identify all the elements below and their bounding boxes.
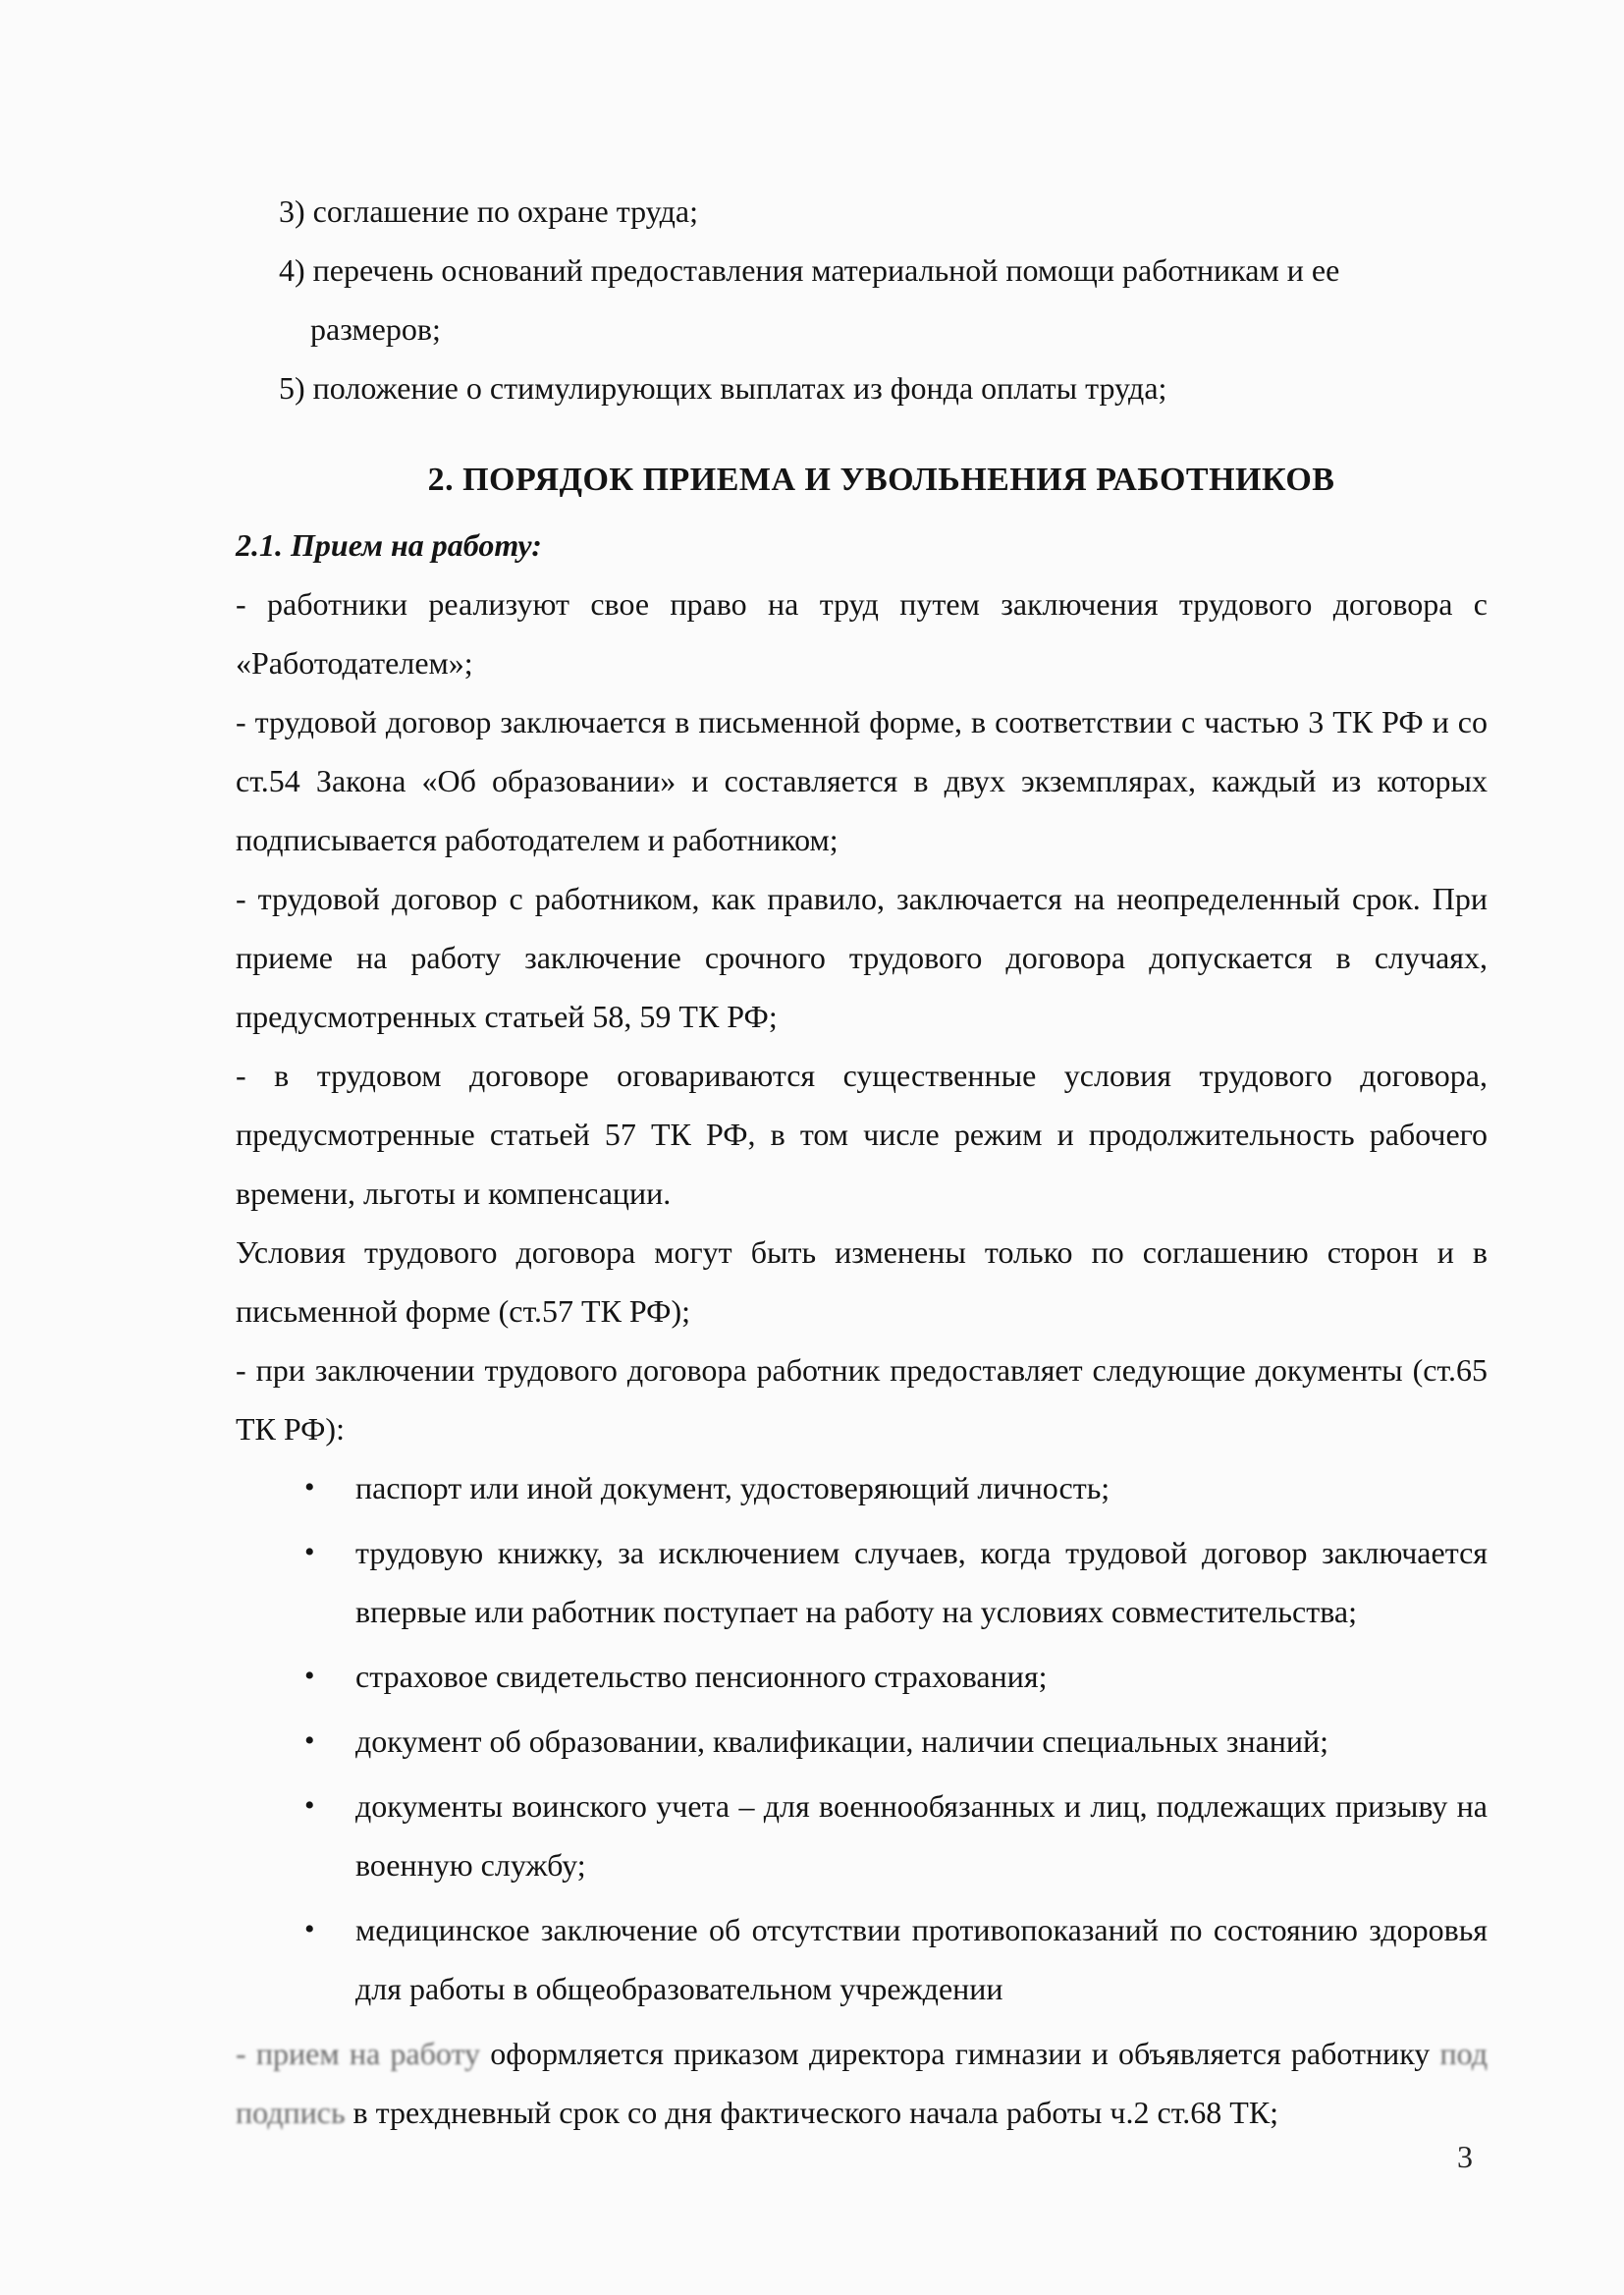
intro-item-text: положение о стимулирующих выплатах из фонда оплаты труда; (312, 370, 1167, 406)
list-item (236, 1458, 1488, 1517)
intro-list (236, 182, 1488, 417)
list-item-text: документ об образовании, квалификации, наличии специальных знаний; (355, 1723, 1329, 1759)
list-item (236, 1523, 1488, 1641)
list-item-text: трудовую книжку, за исключением случаев, когда трудовой договор заключается впервые или работник поступает на работу на условиях совместительства; (355, 1535, 1488, 1629)
paragraph-written-form: - трудовой договор заключается в письменной форме, в соответствии с частью 3 ТК РФ и со ст.54 Закона «Об образовании» и составляется в двух экземплярах, каждый из которых подписывается работодателем и работником; (236, 704, 1488, 857)
intro-item-text: соглашение по охране труда; (312, 193, 698, 229)
intro-item-3 (236, 182, 1488, 241)
intro-item-continuation: размеров; (310, 311, 441, 347)
paragraph-contract-term: - трудовой договор с работником, как правило, заключается на неопределенный срок. При приеме на работу заключение срочного трудового договора допускается в случаях, предусмотренных статьей 58, 59 ТК РФ; (236, 881, 1488, 1034)
list-item-text: документы воинского учета – для военнообязанных и лиц, подлежащих призыву на военную службу; (355, 1788, 1488, 1883)
intro-item-number: 4) (279, 252, 305, 288)
subsection-title: 2.1. Прием на работу: (236, 527, 542, 563)
blurred-text: - прием на работу (236, 2036, 481, 2071)
intro-item-text: перечень оснований предоставления материальной помощи работникам и ее (312, 252, 1340, 288)
bullet-icon: • (304, 1789, 315, 1822)
section-title: 2. ПОРЯДОК ПРИЕМА И УВОЛЬНЕНИЯ РАБОТНИКОВ (427, 462, 1335, 498)
paragraph-hiring-order (236, 2024, 1488, 2142)
page-body (236, 182, 1488, 2142)
list-item (236, 1647, 1488, 1706)
paragraph-changing-conditions: Условия трудового договора могут быть изменены только по соглашению сторон и в письменной форме (ст.57 ТК РФ); (236, 1234, 1488, 1329)
list-item-text: паспорт или иной документ, удостоверяющий личность; (355, 1470, 1110, 1505)
bullet-icon: • (304, 1724, 315, 1757)
intro-item-number: 3) (279, 193, 305, 229)
paragraph-text: в трехдневный срок со дня фактического начала работы ч.2 ст.68 ТК; (345, 2095, 1279, 2130)
paragraph-employment-right: - работники реализуют свое право на труд путем заключения трудового договора с «Работодателем»; (236, 586, 1488, 681)
documents-list (236, 1458, 1488, 2018)
page-number: 3 (1457, 2139, 1473, 2174)
list-item-text: медицинское заключение об отсутствии противопоказаний по состоянию здоровья для работы в общеобразовательном учреждении (355, 1912, 1488, 2006)
bullet-icon: • (304, 1913, 315, 1945)
list-item-text: страховое свидетельство пенсионного страхования; (355, 1659, 1048, 1694)
intro-item-4 (236, 241, 1488, 358)
intro-item-5 (236, 358, 1488, 417)
list-item (236, 1776, 1488, 1894)
list-item (236, 1900, 1488, 2018)
intro-item-number: 5) (279, 370, 305, 406)
paragraph-text: оформляется приказом директора гимназии и объявляется работнику (480, 2036, 1431, 2071)
bullet-icon: • (304, 1536, 315, 1568)
paragraph-essential-conditions: - в трудовом договоре оговариваются существенные условия трудового договора, предусмотренные статьей 57 ТК РФ, в том числе режим и продолжительность рабочего времени, льготы и компенсации. (236, 1058, 1488, 1211)
list-item (236, 1712, 1488, 1771)
paragraph-required-documents: - при заключении трудового договора работник предоставляет следующие документы (ст.65 ТК РФ): (236, 1352, 1488, 1447)
blurred-text: под подпись (236, 2036, 1489, 2130)
bullet-icon: • (304, 1471, 315, 1503)
bullet-icon: • (304, 1660, 315, 1692)
